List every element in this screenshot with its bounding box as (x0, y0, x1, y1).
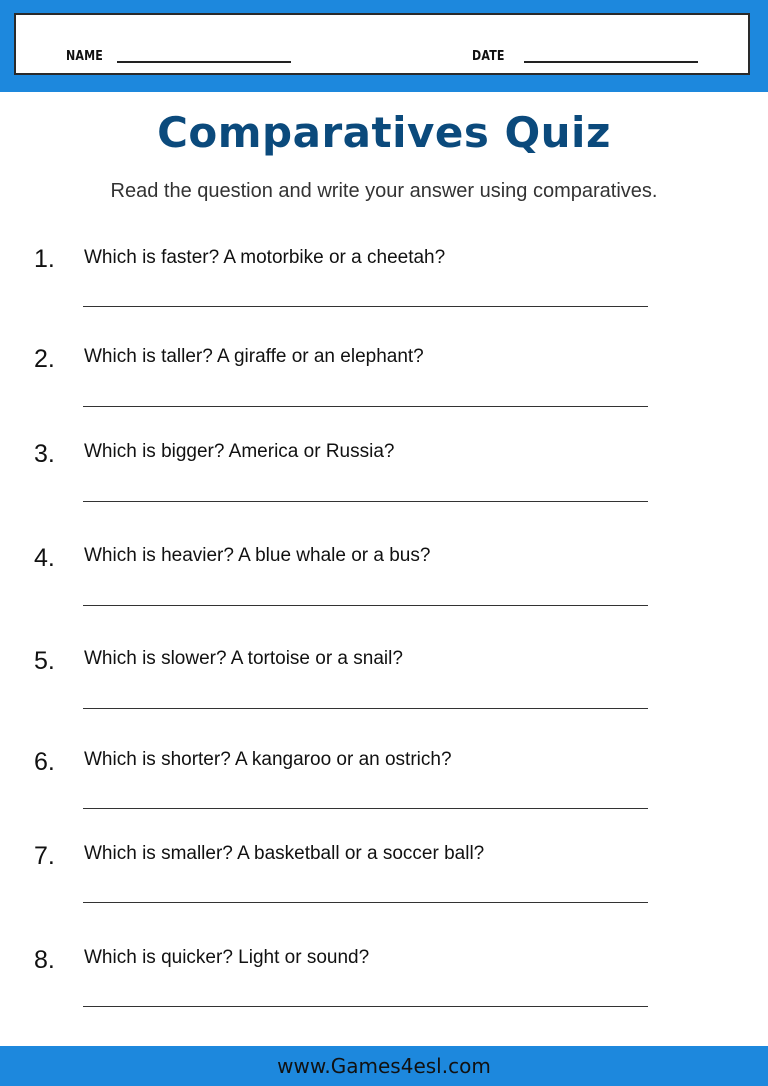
date-field[interactable] (524, 61, 698, 63)
question-number: 2. (34, 345, 55, 373)
question-item (0, 345, 768, 445)
instructions: Read the question and write your answer using comparatives. (110, 180, 658, 202)
question-text: Which is quicker? Light or sound? (84, 947, 370, 968)
name-label: NAME (66, 49, 104, 64)
question-text: Which is bigger? America or Russia? (84, 441, 395, 462)
header-band (0, 0, 768, 92)
question-item (0, 245, 768, 345)
question-text: Which is smaller? A basketball or a soccer ball? (84, 843, 485, 864)
question-number: 1. (34, 245, 55, 273)
page-title: Comparatives Quiz (157, 108, 611, 157)
question-item (0, 946, 768, 1046)
website-link[interactable]: www.Games4esl.com (277, 1054, 491, 1078)
answer-line[interactable] (83, 1006, 648, 1007)
footer-band (0, 1046, 768, 1086)
name-field[interactable] (117, 61, 291, 63)
question-text: Which is taller? A giraffe or an elephant? (84, 346, 424, 367)
question-item (0, 440, 768, 540)
answer-line[interactable] (83, 708, 648, 709)
question-item (0, 748, 768, 848)
question-number: 8. (34, 946, 55, 974)
question-number: 6. (34, 748, 55, 776)
date-label: DATE (472, 49, 505, 64)
name-date-box (14, 13, 750, 75)
question-item (0, 647, 768, 747)
answer-line[interactable] (83, 605, 648, 606)
question-number: 3. (34, 440, 55, 468)
question-number: 7. (34, 842, 55, 870)
question-item (0, 544, 768, 644)
question-text: Which is shorter? A kangaroo or an ostrich? (84, 749, 452, 770)
question-number: 4. (34, 544, 55, 572)
question-number: 5. (34, 647, 55, 675)
answer-line[interactable] (83, 501, 648, 502)
answer-line[interactable] (83, 902, 648, 903)
answer-line[interactable] (83, 306, 648, 307)
answer-line[interactable] (83, 406, 648, 407)
question-item (0, 842, 768, 942)
question-text: Which is faster? A motorbike or a cheetah? (84, 247, 446, 268)
question-text: Which is heavier? A blue whale or a bus? (84, 545, 431, 566)
answer-line[interactable] (83, 808, 648, 809)
question-text: Which is slower? A tortoise or a snail? (84, 648, 403, 669)
